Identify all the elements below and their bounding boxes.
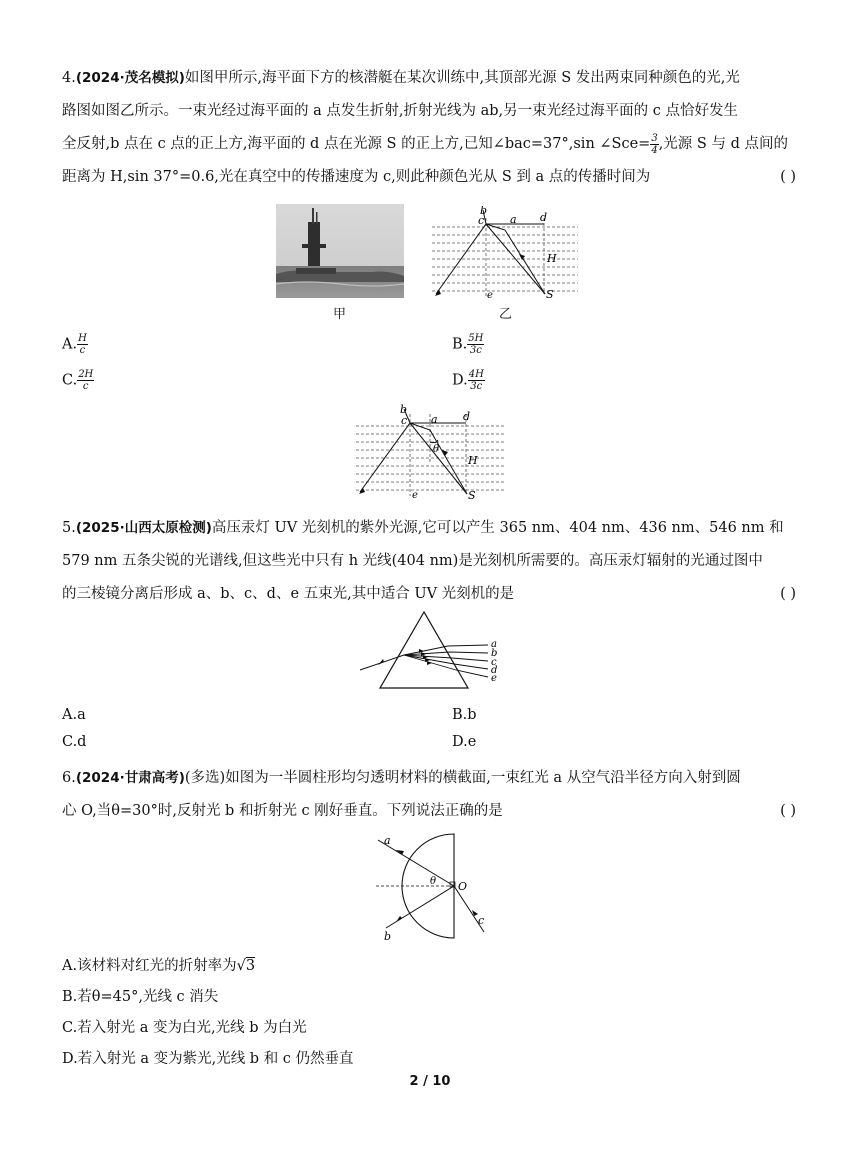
sol-label-S: S [468, 489, 476, 500]
q5-number: 5. [62, 520, 76, 536]
q6-label-theta: θ [430, 876, 437, 887]
sol-label-H: H [468, 454, 478, 467]
prism-triangle [380, 612, 468, 688]
q4-text-3: 全反射,b 点在 c 点的正上方,海平面的 d 点在光源 S 的正上方,已知∠bac=37°,sin ∠Sce= [62, 136, 651, 152]
solution-diagram [354, 404, 506, 500]
q6-tag: (多选) [184, 770, 226, 786]
q5-source: (2025·山西太原检测) [75, 520, 212, 536]
q5-option-c[interactable]: C.d [62, 734, 87, 750]
q6-label-a: a [384, 834, 391, 847]
q4-option-c[interactable]: C. $\frac{2H}{c}$ [62, 369, 94, 392]
beam-a-label: a [491, 639, 497, 650]
beam-c-label: c [491, 657, 497, 668]
q6-option-b[interactable]: B.若θ=45°,光线 c 消失 [62, 989, 219, 1005]
q6-text-1: 如图为一半圆柱形均匀透明材料的横截面,一束红光 a 从空气沿半径方向入射到圆 [225, 770, 741, 786]
q6-label-O: O [458, 880, 468, 893]
q5-line-1 [62, 512, 802, 545]
sol-label-b: b [400, 404, 408, 416]
q6-number: 6. [62, 770, 76, 786]
q6-line-2 [62, 795, 802, 828]
q5-option-a[interactable]: A.a [62, 707, 86, 723]
q6-label-c: c [478, 914, 485, 927]
q4-option-a[interactable]: A. $\frac{H}{c}$ [62, 333, 87, 356]
q6-label-b: b [384, 930, 392, 942]
sol-label-theta: θ [433, 444, 440, 455]
q5-line-3 [62, 578, 802, 611]
q4-option-b[interactable]: B. $\frac{5H}{3c}$ [452, 333, 484, 356]
optical-path-diagram-yi [430, 206, 580, 302]
q6-option-d[interactable]: D.若入射光 a 变为紫光,光线 b 和 c 仍然垂直 [62, 1051, 354, 1067]
sol-label-d: d [463, 410, 471, 423]
label-d: d [540, 211, 548, 224]
q4-line-1 [62, 62, 802, 95]
q6-option-a[interactable]: A.该材料对红光的折射率为√3 [62, 958, 256, 974]
page-number: 2 / 10 [409, 1074, 451, 1089]
prism-diagram [358, 610, 508, 694]
caption-jia: 甲 [333, 307, 347, 322]
caption-yi: 乙 [499, 307, 513, 322]
beam-d-label: d [491, 665, 498, 676]
label-e: e [487, 290, 493, 301]
q4-line-3 [62, 128, 802, 161]
submarine-photo [276, 204, 404, 298]
q4-number: 4. [62, 70, 76, 86]
label-S: S [546, 288, 554, 301]
sol-label-c: c [401, 414, 408, 427]
sol-label-e: e [412, 490, 418, 500]
semicircle-diagram [372, 832, 492, 942]
q4-line-2: 路图如图乙所示。一束光经过海平面的 a 点发生折射,折射光线为 ab,另一束光经过海平面的 c 点恰好发生 [62, 103, 738, 119]
beam-e-label: e [491, 673, 497, 684]
sin-fraction: $\frac{3}{4}$ [651, 132, 658, 156]
answer-bracket: ( ) [780, 586, 796, 602]
q4-line-4 [62, 161, 802, 194]
sqrt-symbol: √ [236, 958, 246, 974]
label-H: H [547, 252, 557, 265]
beam-b-label: b [491, 648, 498, 659]
q6-text-2: 心 O,当θ=30°时,反射光 b 和折射光 c 刚好垂直。下列说法正确的是 [62, 803, 503, 819]
label-c: c [478, 214, 485, 227]
question-5 [62, 512, 802, 611]
q6-option-c[interactable]: C.若入射光 a 变为白光,光线 b 为白光 [62, 1020, 307, 1036]
q5-text-1: 高压汞灯 UV 光刻机的紫外光源,它可以产生 365 nm、404 nm、436 nm、546 nm 和 [211, 520, 784, 536]
q5-text-3: 的三棱镜分离后形成 a、b、c、d、e 五束光,其中适合 UV 光刻机的是 [62, 586, 515, 602]
answer-bracket: ( ) [780, 803, 796, 819]
question-4 [62, 62, 802, 194]
q5-option-b[interactable]: B.b [452, 707, 477, 723]
q4-text-3-tail: ,光源 S 与 d 点间的 [658, 136, 788, 152]
q5-line-2: 579 nm 五条尖锐的光谱线,但这些光中只有 h 光线(404 nm)是光刻机所需要的。高压汞灯辐射的光通过图中 [62, 553, 763, 569]
q4-text-1: 如图甲所示,海平面下方的核潜艇在某次训练中,其顶部光源 S 发出两束同种颜色的光,光 [184, 70, 740, 86]
q5-option-d[interactable]: D.e [452, 734, 477, 750]
q6-source: (2024·甘肃高考) [75, 770, 185, 786]
label-b: b [480, 206, 488, 217]
sol-label-a: a [431, 413, 438, 426]
label-a: a [510, 213, 517, 226]
answer-bracket: ( ) [780, 169, 796, 185]
q4-text-4: 距离为 H,sin 37°=0.6,光在真空中的传播速度为 c,则此种颜色光从 S 到 a 点的传播时间为 [62, 169, 651, 185]
q6-line-1 [62, 762, 802, 795]
q4-source: (2024·茂名模拟) [75, 70, 185, 86]
question-6 [62, 762, 802, 828]
q4-option-d[interactable]: D. $\frac{4H}{3c}$ [452, 369, 484, 392]
